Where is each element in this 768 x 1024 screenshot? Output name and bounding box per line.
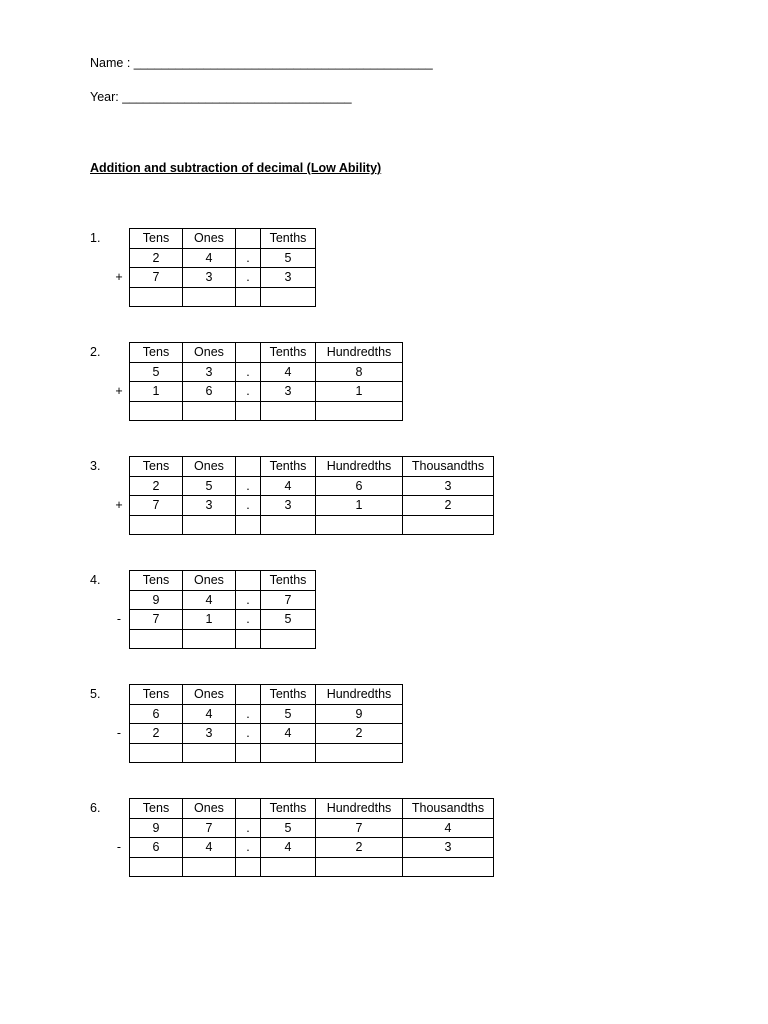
answer-cell[interactable] [316,515,403,535]
place-value-table [129,684,403,763]
digit-cell: 2 [130,248,183,268]
answer-cell[interactable] [183,515,236,535]
digit-cell: 7 [183,818,236,838]
number-row [130,476,494,496]
answer-cell[interactable] [236,401,261,421]
header-row [130,799,494,819]
number-row [130,610,316,630]
number-row [130,362,403,382]
digit-cell: 1 [130,382,183,402]
digit-cell: 6 [183,382,236,402]
column-header: Tenths [261,571,316,591]
digit-cell: . [236,268,261,288]
digit-cell: 2 [130,724,183,744]
digit-cell: . [236,476,261,496]
digit-cell: 3 [183,496,236,516]
place-value-table [129,570,316,649]
answer-cell[interactable] [236,743,261,763]
answer-cell[interactable] [183,743,236,763]
answer-cell[interactable] [183,401,236,421]
digit-cell: 2 [316,838,403,858]
digit-cell: 1 [183,610,236,630]
column-header: Tens [130,343,183,363]
digit-cell: . [236,724,261,744]
question-number: 4. [90,573,101,587]
answer-cell[interactable] [261,515,316,535]
digit-cell: 6 [316,476,403,496]
answer-cell[interactable] [236,515,261,535]
digit-cell: 3 [183,268,236,288]
answer-row [130,287,316,307]
digit-cell: 3 [183,724,236,744]
digit-cell: 6 [130,838,183,858]
digit-cell: . [236,362,261,382]
digit-cell: 9 [130,818,183,838]
answer-cell[interactable] [403,515,494,535]
digit-cell: . [236,704,261,724]
digit-cell: 1 [316,382,403,402]
digit-cell: 4 [261,362,316,382]
column-header: Tenths [261,685,316,705]
column-header: Tens [130,799,183,819]
digit-cell: . [236,838,261,858]
digit-cell: . [236,818,261,838]
answer-cell[interactable] [316,401,403,421]
answer-cell[interactable] [316,857,403,877]
column-header: Tens [130,685,183,705]
number-row [130,590,316,610]
answer-cell[interactable] [183,857,236,877]
digit-cell: 9 [130,590,183,610]
digit-cell: 3 [261,268,316,288]
worksheet-heading: Addition and subtraction of decimal (Low Ability) [90,161,382,175]
minus-sign: - [116,726,122,740]
digit-cell: . [236,610,261,630]
digit-cell: 2 [403,496,494,516]
answer-row [130,629,316,649]
digit-cell: 5 [261,704,316,724]
answer-cell[interactable] [236,287,261,307]
digit-cell: . [236,496,261,516]
column-header: Hundredths [316,343,403,363]
digit-cell: 3 [261,382,316,402]
number-row [130,818,494,838]
digit-cell: 5 [261,248,316,268]
digit-cell: 7 [261,590,316,610]
number-row [130,724,403,744]
year-field-line[interactable]: Year: _________________________________ [90,90,352,104]
question-number: 5. [90,687,101,701]
number-row [130,248,316,268]
answer-cell[interactable] [130,401,183,421]
plus-sign: + [115,498,123,512]
header-row [130,229,316,249]
digit-cell: 7 [130,268,183,288]
answer-cell[interactable] [130,857,183,877]
column-header: Ones [183,343,236,363]
plus-sign: + [115,270,123,284]
answer-cell[interactable] [236,857,261,877]
column-header: Tenths [261,799,316,819]
answer-row [130,857,494,877]
digit-cell: 9 [316,704,403,724]
digit-cell: 4 [261,838,316,858]
digit-cell: 1 [316,496,403,516]
digit-cell: 5 [261,610,316,630]
column-header [236,343,261,363]
answer-cell[interactable] [261,629,316,649]
digit-cell: 3 [403,838,494,858]
digit-cell: 2 [130,476,183,496]
column-header: Tens [130,229,183,249]
column-header: Hundredths [316,799,403,819]
digit-cell: 3 [261,496,316,516]
place-value-table [129,228,316,307]
digit-cell: 6 [130,704,183,724]
column-header: Tenths [261,343,316,363]
answer-cell[interactable] [403,857,494,877]
answer-cell[interactable] [130,743,183,763]
answer-row [130,515,494,535]
answer-row [130,743,403,763]
digit-cell: 4 [403,818,494,838]
name-field-line[interactable]: Name : ___________________________________________ [90,56,433,70]
answer-cell[interactable] [261,857,316,877]
minus-sign: - [116,840,122,854]
header-row [130,457,494,477]
digit-cell: 4 [261,724,316,744]
answer-cell[interactable] [183,629,236,649]
answer-cell[interactable] [261,401,316,421]
column-header: Ones [183,799,236,819]
column-header: Ones [183,229,236,249]
answer-cell[interactable] [316,743,403,763]
column-header: Ones [183,571,236,591]
column-header: Thousandths [403,457,494,477]
digit-cell: 4 [183,838,236,858]
answer-cell[interactable] [261,743,316,763]
column-header: Tens [130,457,183,477]
answer-cell[interactable] [130,287,183,307]
header-row [130,685,403,705]
digit-cell: . [236,590,261,610]
digit-cell: . [236,248,261,268]
column-header [236,571,261,591]
place-value-table [129,342,403,421]
digit-cell: 2 [316,724,403,744]
number-row [130,268,316,288]
digit-cell: 3 [183,362,236,382]
column-header: Tenths [261,229,316,249]
digit-cell: 4 [261,476,316,496]
digit-cell: 4 [183,248,236,268]
column-header: Thousandths [403,799,494,819]
number-row [130,382,403,402]
minus-sign: - [116,612,122,626]
number-row [130,496,494,516]
column-header [236,685,261,705]
column-header: Tens [130,571,183,591]
digit-cell: 5 [183,476,236,496]
number-row [130,704,403,724]
digit-cell: 5 [130,362,183,382]
answer-cell[interactable] [261,287,316,307]
digit-cell: 4 [183,590,236,610]
number-row [130,838,494,858]
question-number: 3. [90,459,101,473]
digit-cell: 7 [130,610,183,630]
column-header: Tenths [261,457,316,477]
answer-cell[interactable] [183,287,236,307]
digit-cell: . [236,382,261,402]
column-header: Hundredths [316,457,403,477]
header-row [130,571,316,591]
answer-row [130,401,403,421]
column-header: Ones [183,457,236,477]
column-header: Hundredths [316,685,403,705]
place-value-table [129,456,494,535]
plus-sign: + [115,384,123,398]
answer-cell[interactable] [130,515,183,535]
column-header: Ones [183,685,236,705]
place-value-table [129,798,494,877]
column-header [236,457,261,477]
header-row [130,343,403,363]
answer-cell[interactable] [130,629,183,649]
question-number: 1. [90,231,101,245]
question-number: 6. [90,801,101,815]
digit-cell: 7 [316,818,403,838]
column-header [236,229,261,249]
digit-cell: 8 [316,362,403,382]
question-number: 2. [90,345,101,359]
digit-cell: 4 [183,704,236,724]
digit-cell: 3 [403,476,494,496]
digit-cell: 7 [130,496,183,516]
column-header [236,799,261,819]
digit-cell: 5 [261,818,316,838]
answer-cell[interactable] [236,629,261,649]
